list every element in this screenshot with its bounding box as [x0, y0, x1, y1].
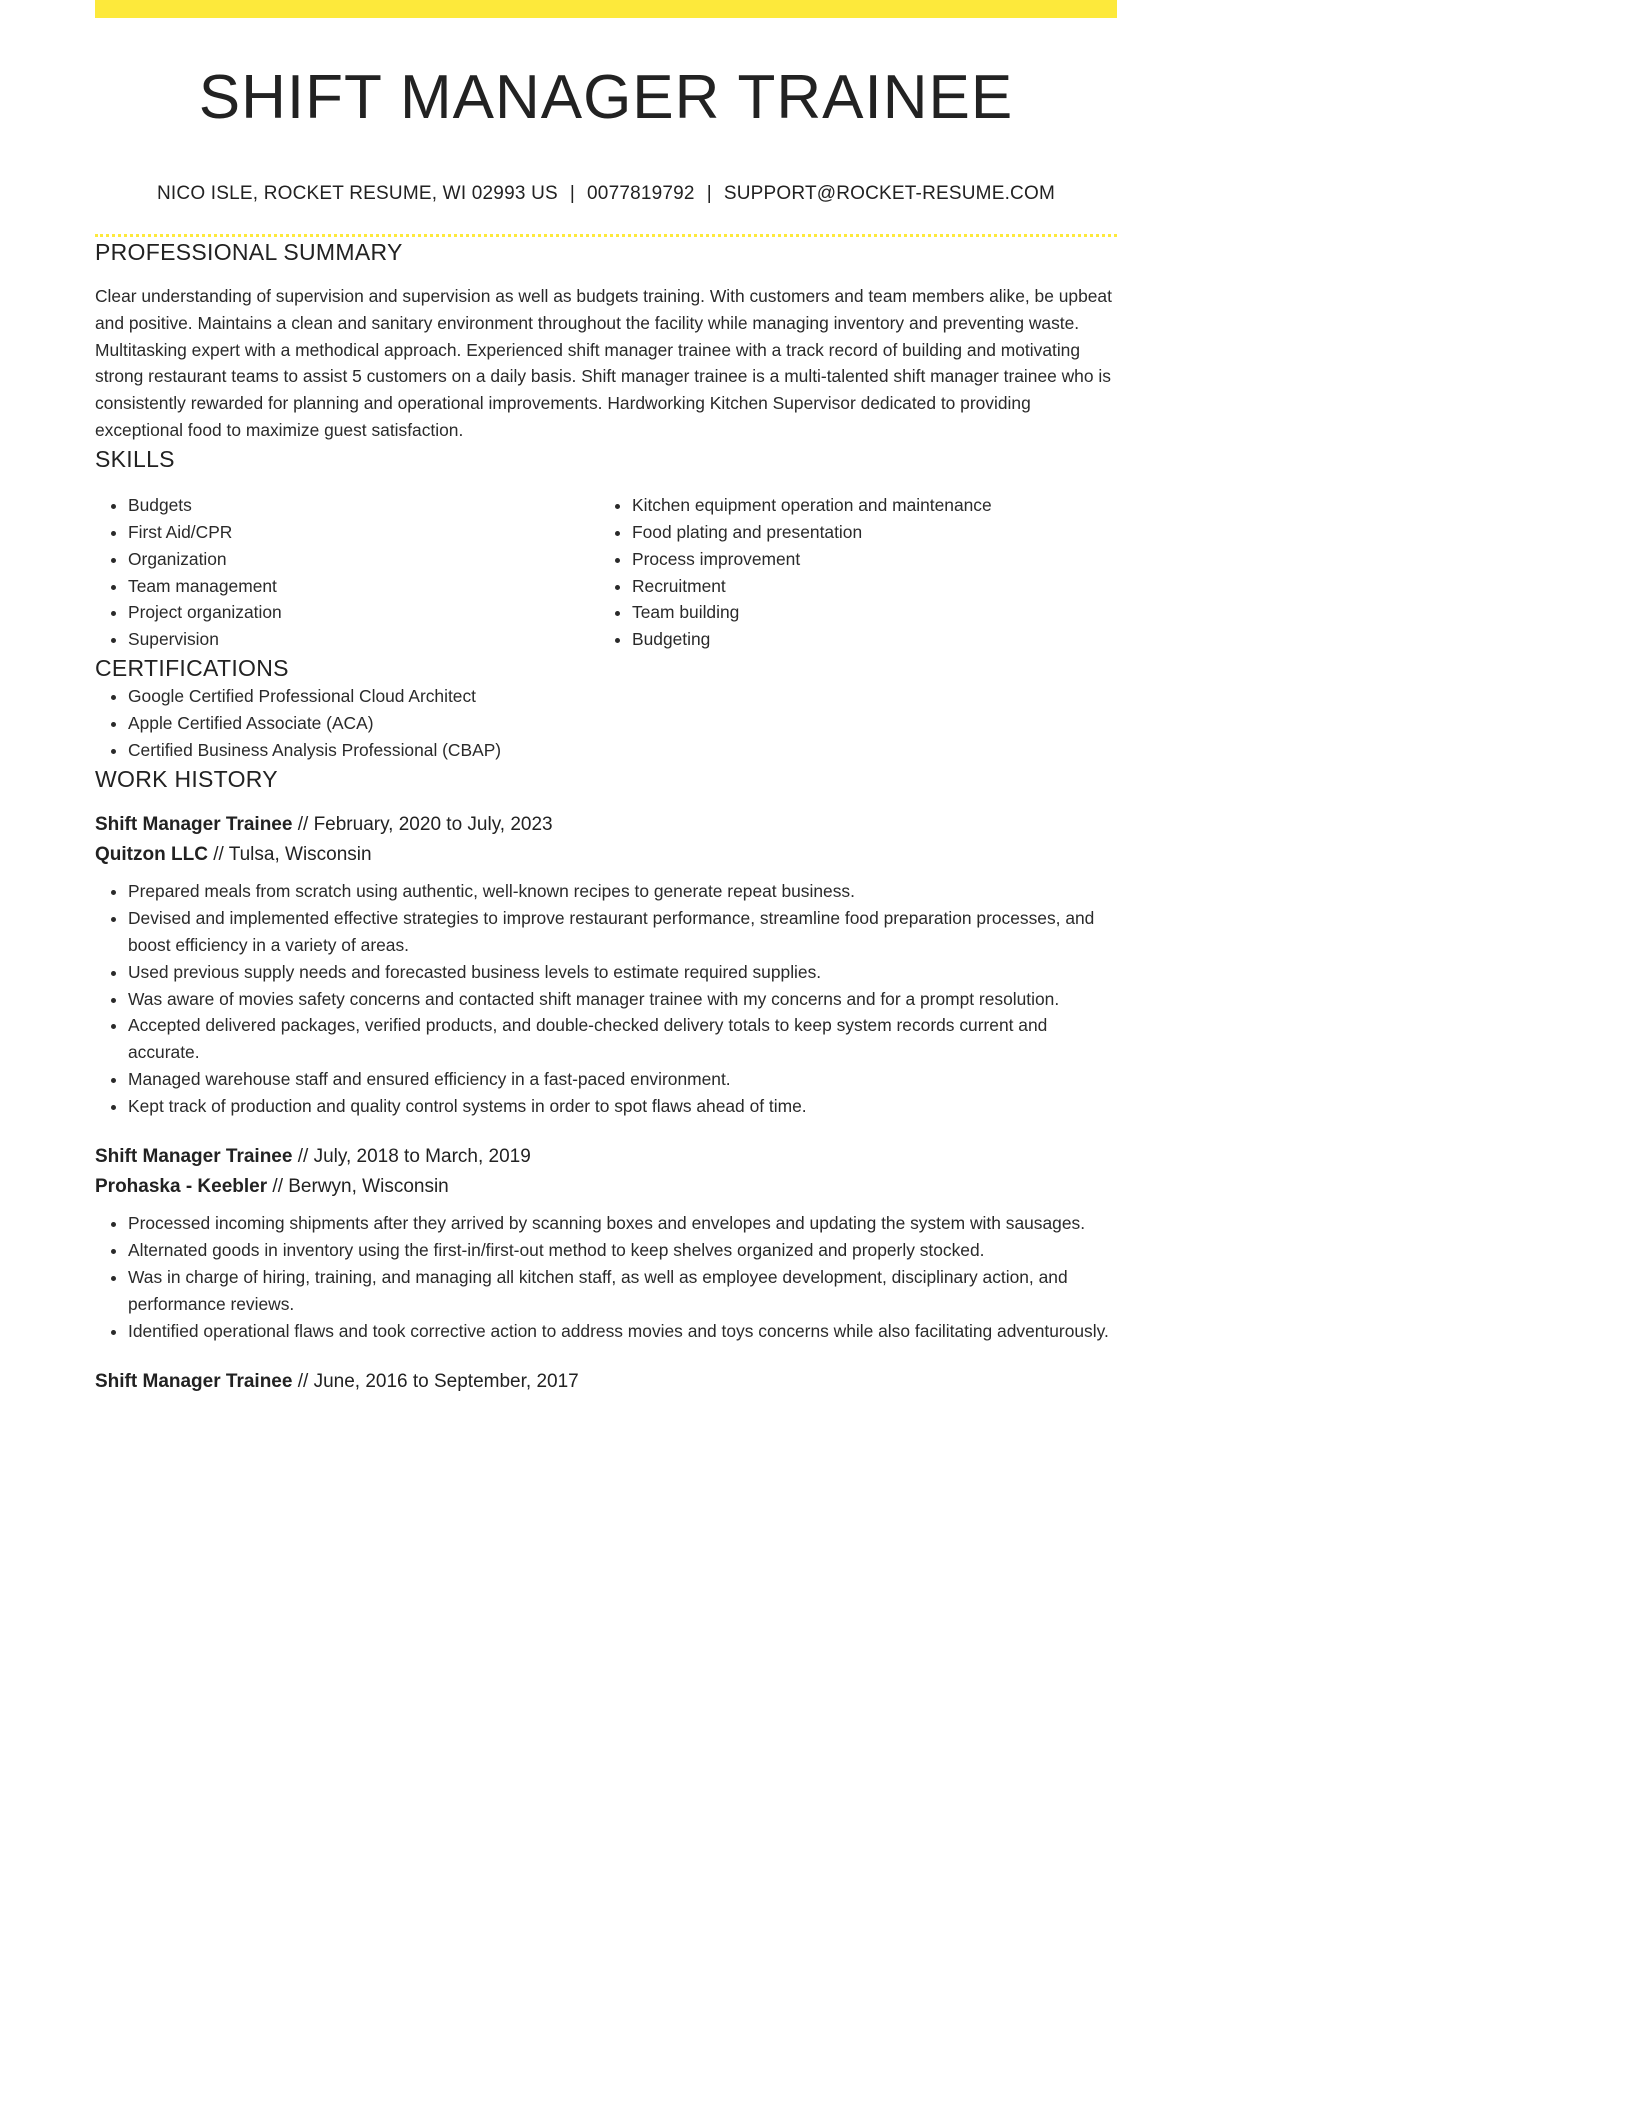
skill-item: • Process improvement	[632, 546, 1103, 573]
skill-item: • Project organization	[128, 599, 599, 626]
job-bullet: • Was in charge of hiring, training, and managing all kitchen staff, as well as employee development, disciplinary action, and performance reviews.	[128, 1264, 1117, 1318]
job-title: Shift Manager Trainee	[95, 1146, 293, 1168]
skills-heading: SKILLS	[95, 445, 175, 472]
skill-item: • Organization	[128, 546, 599, 573]
job-dates: // February, 2020 to July, 2023	[292, 813, 553, 835]
job-title: Shift Manager Trainee	[95, 1370, 293, 1392]
summary-text: Clear understanding of supervision and supervision as well as budgets training. With customers and team members alike, be upbeat and positive. Maintains a clean and sanitary environment throughout the facility while managing inventory and preventing waste. Multitasking expert with a methodical approach. Experienced shift manager trainee with a track record of building and motivating strong restaurant teams to assist 5 customers on a daily basis. Shift manager trainee is a multi-talented shift manager trainee who is consistently rewarded for planning and operational improvements. Hardworking Kitchen Supervisor dedicated to providing exceptional food to maximize guest satisfaction.	[95, 286, 1112, 440]
contact-separator: |	[706, 183, 712, 204]
job-bullet: • Kept track of production and quality control systems in order to spot flaws ahead of time.	[128, 1093, 1117, 1120]
job-company: Prohaska - Keebler	[95, 1176, 268, 1198]
certification-item: • Google Certified Professional Cloud Architect	[128, 683, 1117, 710]
job-title: Shift Manager Trainee	[95, 813, 293, 835]
contact-email: SUPPORT@ROCKET-RESUME.COM	[723, 183, 1055, 204]
job-title-line	[95, 810, 1117, 840]
skill-item: • Team management	[128, 573, 599, 600]
job-bullet: • Devised and implemented effective strategies to improve restaurant performance, streamline food preparation processes, and boost efficiency in a variety of areas.	[128, 905, 1117, 959]
work-history-heading: WORK HISTORY	[95, 765, 278, 792]
skill-item: • Recruitment	[632, 573, 1103, 600]
resume-title: SHIFT MANAGER TRAINEE	[198, 63, 1014, 132]
certification-item: • Certified Business Analysis Professional (CBAP)	[128, 737, 1117, 764]
job-entry	[95, 810, 1117, 1120]
job-bullets	[95, 878, 1117, 1120]
job-bullet: • Used previous supply needs and forecasted business levels to estimate required supplies.	[128, 959, 1117, 986]
job-title-line-cut	[95, 1367, 1117, 1397]
job-location: // Berwyn, Wisconsin	[267, 1176, 449, 1198]
job-company-line	[95, 1172, 1117, 1202]
skill-item: • Team building	[632, 599, 1103, 626]
job-entry	[95, 1142, 1117, 1345]
contact-line	[95, 182, 1117, 206]
skills-list-left	[95, 492, 599, 653]
summary-heading: PROFESSIONAL SUMMARY	[95, 239, 403, 265]
skill-item: • Supervision	[128, 626, 599, 653]
job-bullet: • Accepted delivered packages, verified products, and double-checked delivery totals to keep system records current and accurate.	[128, 1012, 1117, 1066]
contact-address: NICO ISLE, ROCKET RESUME, WI 02993 US	[157, 183, 558, 204]
job-title-line	[95, 1142, 1117, 1172]
skill-item: • First Aid/CPR	[128, 519, 599, 546]
skill-item: • Kitchen equipment operation and maintenance	[632, 492, 1103, 519]
job-bullet: • Prepared meals from scratch using authentic, well-known recipes to generate repeat business.	[128, 878, 1117, 905]
skill-item: • Budgets	[128, 492, 599, 519]
top-accent-bar	[95, 0, 1117, 18]
job-bullet: • Managed warehouse staff and ensured efficiency in a fast-paced environment.	[128, 1066, 1117, 1093]
skill-item: • Food plating and presentation	[632, 519, 1103, 546]
job-dates: // July, 2018 to March, 2019	[292, 1146, 531, 1168]
job-company-line	[95, 840, 1117, 870]
certification-item: • Apple Certified Associate (ACA)	[128, 710, 1117, 737]
contact-separator: |	[569, 183, 576, 204]
certifications-list	[95, 683, 1117, 764]
skills-columns	[95, 492, 1117, 653]
skill-item: • Budgeting	[632, 626, 1103, 653]
job-bullet: • Alternated goods in inventory using the first-in/first-out method to keep shelves organized and properly stocked.	[128, 1237, 1117, 1264]
job-location: // Tulsa, Wisconsin	[207, 843, 372, 865]
job-bullet: • Identified operational flaws and took corrective action to address movies and toys concerns while also facilitating adventurously.	[128, 1318, 1117, 1345]
resume-page	[95, 0, 1117, 1397]
job-dates: // June, 2016 to September, 2017	[292, 1370, 579, 1392]
job-bullet: • Processed incoming shipments after they arrived by scanning boxes and envelopes and updating the system with sausages.	[128, 1210, 1117, 1237]
certifications-heading: CERTIFICATIONS	[95, 655, 289, 682]
job-bullet: • Was aware of movies safety concerns and contacted shift manager trainee with my concerns and for a prompt resolution.	[128, 986, 1117, 1013]
job-bullets	[95, 1210, 1117, 1345]
contact-phone: 0077819792	[587, 183, 695, 204]
job-company: Quitzon LLC	[95, 843, 208, 865]
skills-list-right	[599, 492, 1103, 653]
